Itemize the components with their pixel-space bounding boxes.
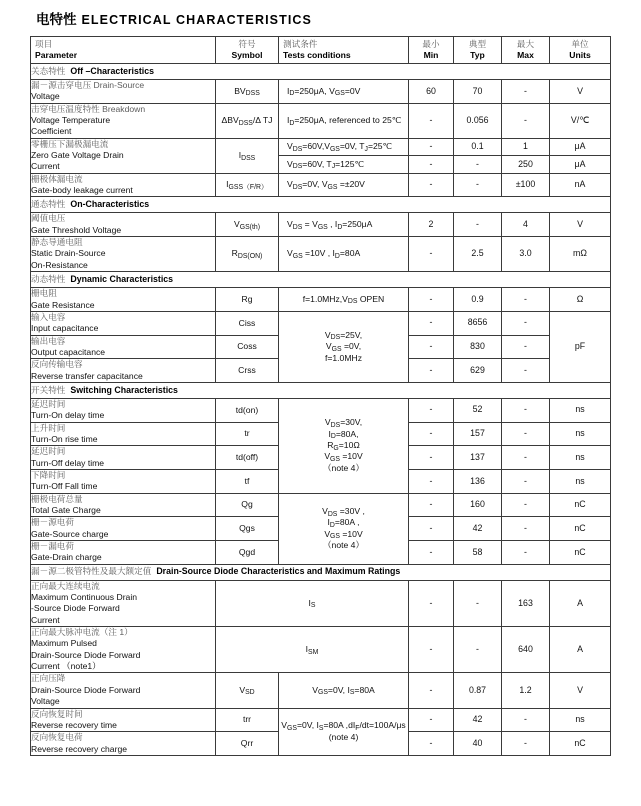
param-qg-en: Total Gate Charge — [31, 505, 101, 515]
section-row-off-characteristics — [31, 64, 611, 80]
section-switching-characteristics-en: Switching Characteristics — [70, 384, 178, 395]
typ-idss-b: - — [454, 156, 502, 174]
section-diode-characteristics-cn: 漏－源二极管特性及最大额定值 — [31, 566, 152, 577]
max-tr: - — [502, 422, 550, 446]
header-symbol — [216, 37, 279, 64]
min-vgsth: 2 — [409, 213, 454, 237]
param-idss-en1: Zero Gate Voltage Drain — [31, 150, 124, 161]
param-ism-en2: Drain-Source Diode Forward — [31, 649, 141, 660]
param-qgs-cn: 栅－源电荷 — [31, 517, 74, 528]
cond-gate-charge-line4: （note 4） — [322, 540, 365, 551]
max-coss: - — [502, 335, 550, 359]
max-rg: - — [502, 288, 550, 312]
param-bvdss — [31, 80, 216, 104]
cond-switching-line5: （note 4） — [322, 462, 365, 473]
param-trr-cn: 反向恢复时间 — [31, 708, 83, 719]
typ-tf: 136 — [454, 469, 502, 493]
min-qrr: - — [409, 732, 454, 756]
header-conditions — [279, 37, 409, 64]
param-qgd-en: Gate-Drain charge — [31, 552, 102, 563]
section-on-characteristics-en: On-Characteristics — [70, 199, 150, 210]
cond-switching-line2: $I_D=80A$, — [328, 428, 359, 441]
symbol-is: $I_S$ — [216, 580, 409, 626]
header-max-en: Max — [517, 50, 534, 60]
param-tr-en: Turn-On rise time — [31, 433, 98, 444]
param-trr-en: Reverse recovery time — [31, 719, 117, 730]
unit-tf: ns — [550, 469, 611, 493]
cond-capacitance-line1: $V_{DS}=25V$, — [324, 329, 363, 342]
symbol-crss: Crss — [216, 359, 279, 383]
symbol-qgd: Qgd — [216, 541, 279, 565]
section-switching-characteristics-cn: 开关特性 — [31, 384, 66, 395]
min-idss-b: - — [409, 156, 454, 174]
param-crss — [31, 359, 216, 383]
max-vgsth: 4 — [502, 213, 550, 237]
param-rg-en: Gate Resistance — [31, 299, 95, 310]
header-min-cn: 最小 — [422, 38, 440, 49]
typ-qgd: 58 — [454, 541, 502, 565]
typ-tdon: 52 — [454, 398, 502, 422]
param-is-en1: Maximum Continuous Drain — [31, 592, 138, 603]
table-row-trr — [31, 708, 611, 732]
min-idss-a: - — [409, 138, 454, 156]
typ-qrr: 40 — [454, 732, 502, 756]
symbol-coss: Coss — [216, 335, 279, 359]
param-ism-en1: Maximum Pulsed — [31, 638, 97, 649]
cond-switching-line1: $V_{DS}=30V$, — [324, 417, 363, 429]
param-igss-cn: 栅极体漏电流 — [31, 173, 83, 184]
param-tdoff-en: Turn-Off delay time — [31, 457, 105, 468]
cond-idss-a: $V_{DS}=60V,V_{GS}=0V$, $T_J=25℃$ — [279, 138, 409, 156]
unit-tdon: ns — [550, 398, 611, 422]
unit-idss-a: μA — [550, 138, 611, 156]
max-idss-a: 1 — [502, 138, 550, 156]
symbol-trr: trr — [216, 708, 279, 732]
symbol-vsd: $V_{SD}$ — [216, 673, 279, 708]
symbol-igss: $I_{GSS(F/R)}$ — [216, 173, 279, 197]
min-bvdss-tempco: - — [409, 103, 454, 138]
section-row-on-characteristics — [31, 197, 611, 213]
param-tdon-cn: 延迟时间 — [31, 398, 66, 409]
typ-vgsth: - — [454, 213, 502, 237]
cond-switching-line3: $R_G=10\Omega$ — [327, 440, 360, 452]
typ-bvdss-tempco: 0.056 — [454, 103, 502, 138]
param-rg — [31, 288, 216, 312]
param-crss-en: Reverse transfer capacitance — [31, 370, 143, 381]
param-is-en3: Current — [31, 614, 60, 625]
param-coss — [31, 335, 216, 359]
table-row-ism — [31, 627, 611, 673]
param-crss-cn: 反向传输电容 — [31, 359, 83, 370]
typ-igss: - — [454, 173, 502, 197]
min-vsd: - — [409, 673, 454, 708]
table-header-row — [31, 37, 611, 64]
symbol-qg: Qg — [216, 493, 279, 517]
param-tf-cn: 下降时间 — [31, 469, 66, 480]
symbol-bvdss-tempco: $\Delta BV_{DSS}/\Delta$ TJ — [216, 103, 279, 138]
unit-bvdss: V — [550, 80, 611, 104]
symbol-rg: Rg — [216, 288, 279, 312]
unit-vsd: V — [550, 673, 611, 708]
param-vsd — [31, 673, 216, 708]
param-bvdss-tempco — [31, 103, 216, 138]
param-rdson-cn: 静态导通电阻 — [31, 237, 83, 248]
param-tf — [31, 469, 216, 493]
typ-idss-a: 0.1 — [454, 138, 502, 156]
min-trr: - — [409, 708, 454, 732]
typ-qgs: 42 — [454, 517, 502, 541]
param-coss-en: Output capacitance — [31, 346, 106, 357]
max-is: 163 — [502, 580, 550, 626]
max-trr: - — [502, 708, 550, 732]
header-units-cn: 单位 — [571, 38, 589, 49]
typ-is: - — [454, 580, 502, 626]
unit-tr: ns — [550, 422, 611, 446]
param-bvdss-tempco-cn: 击穿电压温度特性 Breakdown — [31, 103, 146, 114]
min-tdoff: - — [409, 446, 454, 470]
param-tr-cn: 上升时间 — [31, 422, 66, 433]
page-title-en: ELECTRICAL CHARACTERISTICS — [81, 13, 312, 27]
header-parameter — [31, 37, 216, 64]
param-qgs — [31, 517, 216, 541]
cond-switching — [279, 398, 409, 493]
param-qgd-cn: 栅－漏电荷 — [31, 541, 74, 552]
table-row-ciss — [31, 311, 611, 335]
table-row-bvdss-tempco — [31, 103, 611, 138]
param-qrr-cn: 反向恢复电荷 — [31, 732, 83, 743]
param-qrr — [31, 732, 216, 756]
max-tdoff: - — [502, 446, 550, 470]
cond-gate-charge — [279, 493, 409, 564]
table-row-bvdss — [31, 80, 611, 104]
min-qg: - — [409, 493, 454, 517]
header-symbol-en: Symbol — [231, 50, 263, 60]
typ-rdson: 2.5 — [454, 237, 502, 272]
typ-trr: 42 — [454, 708, 502, 732]
table-row-idss-a — [31, 138, 611, 156]
header-conditions-en: Tests conditions — [283, 50, 351, 60]
header-max-cn: 最大 — [516, 38, 535, 49]
section-off-characteristics — [31, 64, 611, 80]
section-on-characteristics-cn: 通态特性 — [31, 199, 66, 210]
page-title — [36, 8, 312, 28]
param-vsd-cn: 正向压降 — [31, 673, 66, 684]
typ-ism: - — [454, 627, 502, 673]
param-coss-cn: 输出电容 — [31, 335, 66, 346]
param-bvdss-cn: 漏－源击穿电压 Drain-Source — [31, 80, 145, 90]
param-trr — [31, 708, 216, 732]
cond-switching-line4: $V_{GS} =10V$ — [324, 451, 363, 463]
param-rg-cn: 栅电阻 — [31, 288, 57, 299]
param-idss-cn: 零栅压下漏极漏电流 — [31, 138, 109, 149]
section-dynamic-characteristics-en: Dynamic Characteristics — [70, 273, 174, 284]
max-ciss: - — [502, 311, 550, 335]
header-parameter-en: Parameter — [35, 50, 78, 60]
section-switching-characteristics — [31, 382, 611, 398]
cond-reverse-recovery-line1: $V_{GS}=0V$, $I_S=80A$ $,dI_F/dt=100A/\mu s$ — [281, 720, 406, 732]
max-crss: - — [502, 359, 550, 383]
param-igss — [31, 173, 216, 197]
param-qgs-en: Gate-Source charge — [31, 528, 109, 539]
param-vgsth-cn: 阈值电压 — [31, 213, 66, 224]
header-typ — [454, 37, 502, 64]
param-vgsth-en: Gate Threshold Voltage — [31, 224, 122, 235]
unit-vgsth: V — [550, 213, 611, 237]
cond-idss-b: $V_{DS}=60V$, $T_J=125℃$ — [279, 156, 409, 174]
table-row-is — [31, 580, 611, 626]
cond-capacitance-line3: f=1.0MHz — [324, 352, 362, 363]
min-rdson: - — [409, 237, 454, 272]
page-title-cn: 电特性 — [36, 12, 77, 27]
max-tdon: - — [502, 398, 550, 422]
unit-igss: nA — [550, 173, 611, 197]
cond-gate-charge-line1: $V_{DS} =30V$ , — [322, 506, 365, 518]
min-tdon: - — [409, 398, 454, 422]
param-igss-en: Gate-body leakage current — [31, 185, 133, 196]
unit-bvdss-tempco: V/℃ — [550, 103, 611, 138]
cond-gate-charge-line3: $V_{GS} =10V$ — [324, 528, 363, 541]
param-is-en2: -Source Diode Forward — [31, 603, 120, 614]
typ-bvdss: 70 — [454, 80, 502, 104]
param-ciss-cn: 输入电容 — [31, 311, 66, 322]
param-vsd-en2: Voltage — [31, 696, 60, 707]
param-tdoff-cn: 延迟时间 — [31, 446, 66, 457]
table-row-vsd — [31, 673, 611, 708]
cond-rdson: $V_{GS} =10V$ , $I_D=80A$ — [279, 237, 409, 272]
unit-rdson: mΩ — [550, 237, 611, 272]
symbol-qgs: Qgs — [216, 517, 279, 541]
table-row-tdon — [31, 398, 611, 422]
cond-reverse-recovery — [279, 708, 409, 755]
unit-ism: A — [550, 627, 611, 673]
section-row-switching-characteristics — [31, 382, 611, 398]
unit-qg: nC — [550, 493, 611, 517]
header-units-en: Units — [569, 50, 591, 60]
param-tdon-en: Turn-On delay time — [31, 410, 105, 421]
unit-rg: Ω — [550, 288, 611, 312]
unit-is: A — [550, 580, 611, 626]
symbol-ism: $I_{SM}$ — [216, 627, 409, 673]
max-idss-b: 250 — [502, 156, 550, 174]
typ-rg: 0.9 — [454, 288, 502, 312]
max-bvdss: - — [502, 80, 550, 104]
table-row-rdson — [31, 237, 611, 272]
symbol-tdoff: td(off) — [216, 446, 279, 470]
max-qrr: - — [502, 732, 550, 756]
param-is — [31, 580, 216, 626]
header-units — [550, 37, 611, 64]
param-qrr-en: Reverse recovery charge — [31, 743, 128, 754]
header-max — [502, 37, 550, 64]
typ-qg: 160 — [454, 493, 502, 517]
header-typ-cn: 典型 — [468, 38, 487, 49]
param-ism-cn: 正向最大脉冲电流（注 1） — [31, 627, 133, 638]
section-diode-characteristics-en: Drain-Source Diode Characteristics and Maximum Ratings — [156, 566, 401, 577]
param-ism-en3: Current （note1） — [31, 661, 101, 672]
symbol-qrr: Qrr — [216, 732, 279, 756]
max-bvdss-tempco: - — [502, 103, 550, 138]
section-dynamic-characteristics-cn: 动态特性 — [31, 273, 66, 284]
param-bvdss-tempco-en2: Coefficient — [31, 126, 72, 137]
symbol-tdon: td(on) — [216, 398, 279, 422]
unit-qgd: nC — [550, 541, 611, 565]
header-min-en: Min — [423, 50, 439, 60]
param-ism — [31, 627, 216, 673]
min-crss: - — [409, 359, 454, 383]
cond-capacitance-line2: $V_{GS} =0V$, — [325, 341, 362, 353]
table-row-qg — [31, 493, 611, 517]
cond-capacitance — [279, 311, 409, 382]
section-diode-characteristics — [31, 564, 611, 580]
min-ism: - — [409, 627, 454, 673]
header-symbol-cn: 符号 — [238, 38, 256, 49]
unit-capacitance: pF — [550, 311, 611, 382]
param-bvdss-tempco-en1: Voltage Temperature — [31, 115, 111, 126]
max-vsd: 1.2 — [502, 673, 550, 708]
param-bvdss-en: Voltage — [31, 91, 60, 102]
symbol-bvdss: $BV_{DSS}$ — [216, 80, 279, 104]
param-rdson-en2: On-Resistance — [31, 259, 88, 270]
min-qgd: - — [409, 541, 454, 565]
cond-bvdss-tempco: $I_D=250\mu A$, referenced to 25℃ — [279, 103, 409, 138]
min-tf: - — [409, 469, 454, 493]
min-tr: - — [409, 422, 454, 446]
section-off-characteristics-cn: 关态特性 — [31, 65, 66, 76]
param-qg — [31, 493, 216, 517]
symbol-tf: tf — [216, 469, 279, 493]
min-qgs: - — [409, 517, 454, 541]
param-tdoff — [31, 446, 216, 470]
param-qgd — [31, 541, 216, 565]
max-igss: ±100 — [502, 173, 550, 197]
electrical-characteristics-table — [30, 36, 611, 756]
symbol-rdson: $R_{DS(ON)}$ — [216, 237, 279, 272]
max-ism: 640 — [502, 627, 550, 673]
unit-idss-b: μA — [550, 156, 611, 174]
min-igss: - — [409, 173, 454, 197]
table-row-rg — [31, 288, 611, 312]
param-idss — [31, 138, 216, 173]
unit-qrr: nC — [550, 732, 611, 756]
cond-reverse-recovery-line2: (note 4) — [328, 731, 359, 742]
max-qg: - — [502, 493, 550, 517]
typ-crss: 629 — [454, 359, 502, 383]
header-parameter-cn: 项目 — [35, 38, 53, 49]
param-rdson-en1: Static Drain-Source — [31, 248, 106, 259]
typ-tr: 157 — [454, 422, 502, 446]
unit-tdoff: ns — [550, 446, 611, 470]
param-tdon — [31, 398, 216, 422]
header-typ-en: Typ — [470, 50, 485, 60]
max-qgs: - — [502, 517, 550, 541]
section-row-diode-characteristics — [31, 564, 611, 580]
param-qg-cn: 栅极电荷总量 — [31, 493, 83, 504]
unit-qgs: nC — [550, 517, 611, 541]
symbol-ciss: Ciss — [216, 311, 279, 335]
param-tf-en: Turn-Off Fall time — [31, 481, 98, 492]
table-row-vgsth — [31, 213, 611, 237]
section-off-characteristics-en: Off –Characteristics — [70, 65, 154, 76]
min-bvdss: 60 — [409, 80, 454, 104]
param-tr — [31, 422, 216, 446]
cond-vgsth: $V_{DS} = V_{GS}$ , $I_D=250\mu A$ — [279, 213, 409, 237]
symbol-vgsth: $V_{GS(th)}$ — [216, 213, 279, 237]
typ-tdoff: 137 — [454, 446, 502, 470]
header-conditions-cn: 测试条件 — [283, 38, 318, 49]
cond-igss: $V_{DS}=0V$, $V_{GS} =\pm 20V$ — [279, 173, 409, 197]
typ-vsd: 0.87 — [454, 673, 502, 708]
max-qgd: - — [502, 541, 550, 565]
typ-ciss: 8656 — [454, 311, 502, 335]
param-idss-en2: Current — [31, 161, 60, 172]
cond-gate-charge-line2: $I_D=80A$ , — [327, 517, 360, 529]
param-ciss — [31, 311, 216, 335]
cond-bvdss: $I_D=250\mu A$, $V_{GS}=0V$ — [279, 80, 409, 104]
min-is: - — [409, 580, 454, 626]
typ-coss: 830 — [454, 335, 502, 359]
unit-trr: ns — [550, 708, 611, 732]
symbol-tr: tr — [216, 422, 279, 446]
param-vgsth — [31, 213, 216, 237]
param-ciss-en: Input capacitance — [31, 323, 99, 334]
param-is-cn: 正向最大连续电流 — [31, 580, 100, 591]
section-on-characteristics — [31, 197, 611, 213]
section-row-dynamic-characteristics — [31, 272, 611, 288]
param-vsd-en1: Drain-Source Diode Forward — [31, 684, 141, 695]
param-rdson — [31, 237, 216, 272]
max-rdson: 3.0 — [502, 237, 550, 272]
min-ciss: - — [409, 311, 454, 335]
section-dynamic-characteristics — [31, 272, 611, 288]
min-rg: - — [409, 288, 454, 312]
min-coss: - — [409, 335, 454, 359]
cond-vsd: $V_{GS}=0V$, $I_S=80A$ — [279, 673, 409, 708]
max-tf: - — [502, 469, 550, 493]
header-min — [409, 37, 454, 64]
symbol-idss: $I_{DSS}$ — [216, 138, 279, 173]
table-row-igss — [31, 173, 611, 197]
cond-rg: $f=1.0MHz,V_{DS}$ OPEN — [279, 288, 409, 312]
